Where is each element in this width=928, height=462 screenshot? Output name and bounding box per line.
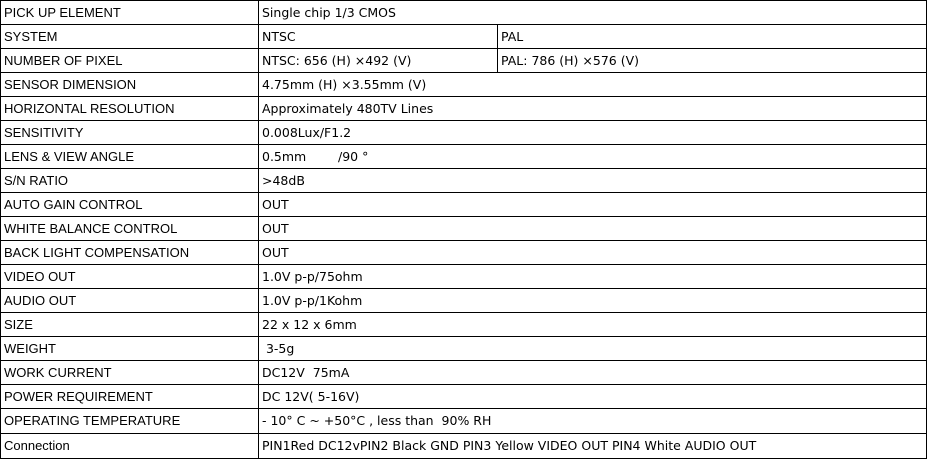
spec-value: >48dB bbox=[259, 169, 927, 193]
spec-label: AUTO GAIN CONTROL bbox=[1, 193, 259, 217]
spec-label: VIDEO OUT bbox=[1, 265, 259, 289]
spec-label: WORK CURRENT bbox=[1, 361, 259, 385]
table-row bbox=[1, 1, 927, 25]
table-row bbox=[1, 49, 927, 73]
spec-label: S/N RATIO bbox=[1, 169, 259, 193]
table-row bbox=[1, 361, 927, 385]
spec-value: OUT bbox=[259, 241, 927, 265]
table-row bbox=[1, 385, 927, 409]
spec-value: 0.008Lux/F1.2 bbox=[259, 121, 927, 145]
table-row bbox=[1, 265, 927, 289]
spec-value: OUT bbox=[259, 217, 927, 241]
spec-value: PIN1Red DC12vPIN2 Black GND PIN3 Yellow VIDEO OUT PIN4 White AUDIO OUT bbox=[259, 434, 927, 459]
table-row bbox=[1, 193, 927, 217]
spec-value: 1.0V p-p/75ohm bbox=[259, 265, 927, 289]
spec-label: SIZE bbox=[1, 313, 259, 337]
spec-label: AUDIO OUT bbox=[1, 289, 259, 313]
spec-label: LENS & VIEW ANGLE bbox=[1, 145, 259, 169]
table-row bbox=[1, 169, 927, 193]
spec-value: 3-5g bbox=[259, 337, 927, 361]
spec-value: 1.0V p-p/1Kohm bbox=[259, 289, 927, 313]
table-row bbox=[1, 217, 927, 241]
spec-label: HORIZONTAL RESOLUTION bbox=[1, 97, 259, 121]
spec-label: OPERATING TEMPERATURE bbox=[1, 409, 259, 434]
spec-value-pal: PAL bbox=[498, 25, 927, 49]
table-row bbox=[1, 313, 927, 337]
spec-value: - 10° C ~ +50°C , less than 90% RH bbox=[259, 409, 927, 434]
spec-value: 4.75mm (H) ×3.55mm (V) bbox=[259, 73, 927, 97]
table-row bbox=[1, 434, 927, 459]
table-row bbox=[1, 241, 927, 265]
table-row bbox=[1, 73, 927, 97]
spec-label: WHITE BALANCE CONTROL bbox=[1, 217, 259, 241]
table-row bbox=[1, 409, 927, 434]
spec-label: NUMBER OF PIXEL bbox=[1, 49, 259, 73]
spec-value: DC12V 75mA bbox=[259, 361, 927, 385]
spec-value: Approximately 480TV Lines bbox=[259, 97, 927, 121]
spec-value: Single chip 1/3 CMOS bbox=[259, 1, 927, 25]
table-row bbox=[1, 289, 927, 313]
spec-label: SENSOR DIMENSION bbox=[1, 73, 259, 97]
spec-value-pal: PAL: 786 (H) ×576 (V) bbox=[498, 49, 927, 73]
spec-label: BACK LIGHT COMPENSATION bbox=[1, 241, 259, 265]
spec-label: POWER REQUIREMENT bbox=[1, 385, 259, 409]
spec-label: PICK UP ELEMENT bbox=[1, 1, 259, 25]
table-row bbox=[1, 145, 927, 169]
spec-label: SENSITIVITY bbox=[1, 121, 259, 145]
spec-value: 22 x 12 x 6mm bbox=[259, 313, 927, 337]
table-row bbox=[1, 25, 927, 49]
spec-label: Connection bbox=[1, 434, 259, 459]
table-row bbox=[1, 337, 927, 361]
table-row bbox=[1, 121, 927, 145]
spec-value-ntsc: NTSC bbox=[259, 25, 498, 49]
spec-label: SYSTEM bbox=[1, 25, 259, 49]
spec-value: 0.5mm /90 ° bbox=[259, 145, 927, 169]
table-row bbox=[1, 97, 927, 121]
spec-value: DC 12V( 5-16V) bbox=[259, 385, 927, 409]
spec-label: WEIGHT bbox=[1, 337, 259, 361]
spec-value-ntsc: NTSC: 656 (H) ×492 (V) bbox=[259, 49, 498, 73]
spec-value: OUT bbox=[259, 193, 927, 217]
